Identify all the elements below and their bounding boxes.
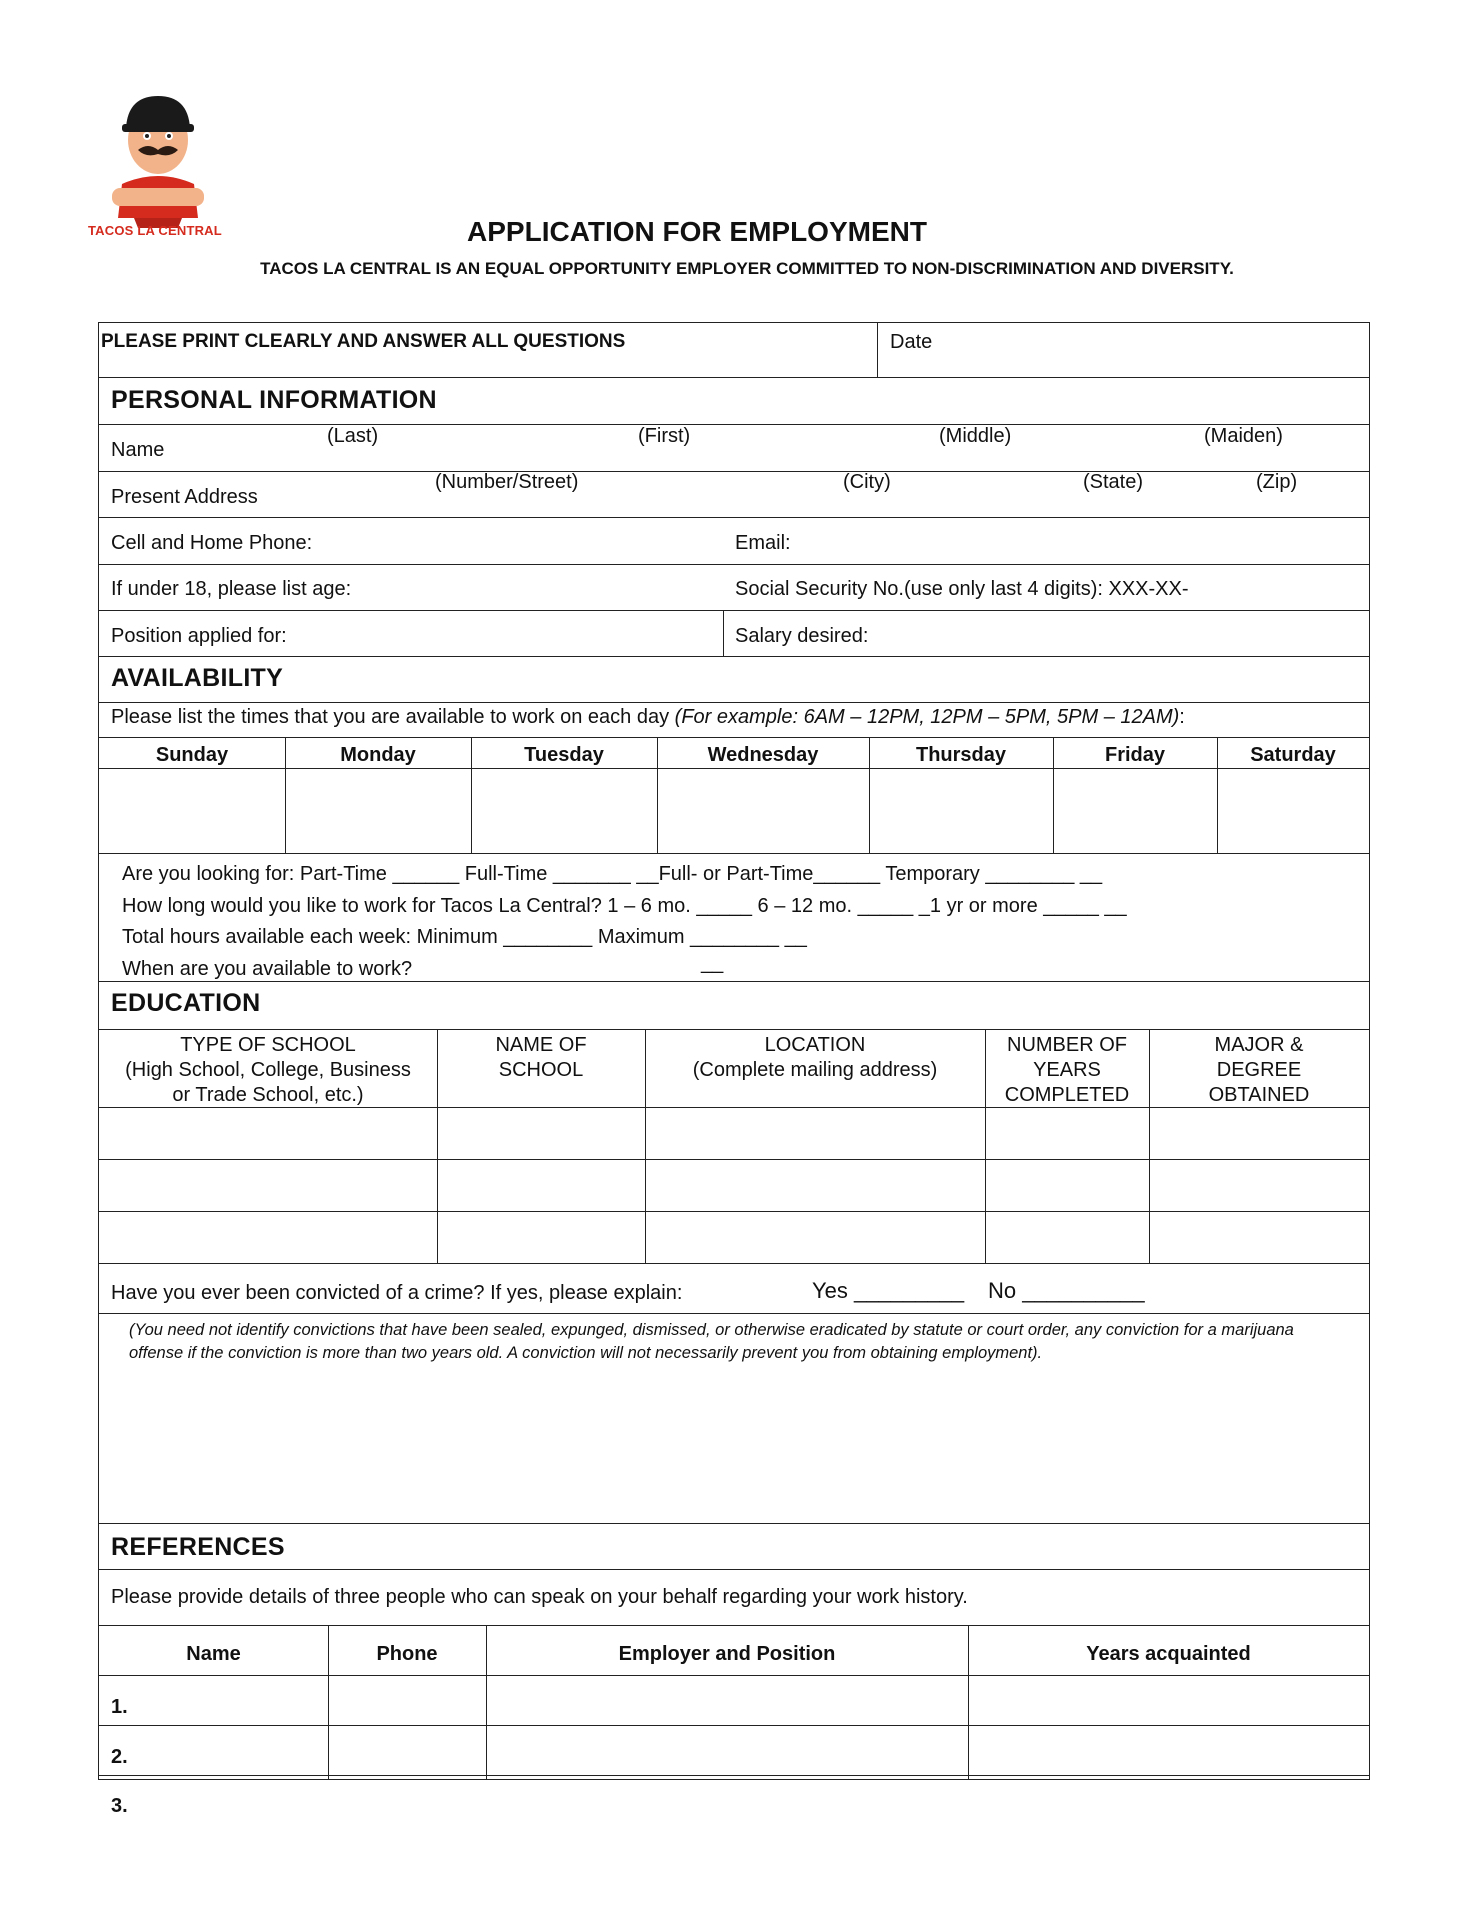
day-tuesday: Tuesday	[524, 744, 604, 766]
address-field[interactable]	[99, 472, 1369, 518]
reference-row[interactable]	[139, 1728, 1367, 1773]
day-saturday: Saturday	[1250, 744, 1336, 766]
salary-label: Salary desired:	[735, 625, 869, 647]
ref-row-number: 3.	[111, 1795, 128, 1817]
wednesday-times-cell[interactable]	[659, 771, 867, 851]
conviction-explanation-area[interactable]	[101, 1371, 1367, 1521]
ssn-field[interactable]	[1235, 568, 1365, 608]
email-label: Email:	[735, 532, 791, 554]
personal-information-heading: PERSONAL INFORMATION	[111, 386, 437, 414]
address-label: Present Address	[111, 486, 258, 508]
application-form	[98, 322, 1370, 1817]
ref-row-number: 2.	[111, 1746, 128, 1768]
day-wednesday: Wednesday	[707, 744, 819, 766]
equal-opportunity-statement: TACOS LA CENTRAL IS AN EQUAL OPPORTUNITY EMPLOYER COMMITTED TO NON-DISCRIMINATION AND DIVERSITY.	[260, 259, 1234, 278]
ref-col-name: Name	[186, 1643, 241, 1665]
col-type-of-school: TYPE OF SCHOOL (High School, College, Business or Trade School, etc.)	[125, 1034, 411, 1106]
address-city-hint: (City)	[843, 471, 891, 493]
ssn-label: Social Security No.(use only last 4 digits): XXX-XX-	[735, 578, 1189, 600]
availability-instruction: Please list the times that you are available to work on each day (For example: 6AM – 12PM, 12PM – 5PM, 5PM – 12AM):	[111, 706, 1185, 728]
conviction-disclaimer: (You need not identify convictions that have been sealed, expunged, dismissed, or otherwise eradicated by statute or court order, any conviction for a marijuana offense if the conviction is more than two years old. A conviction will not necessarily prevent you from obtaining employment).	[129, 1321, 1294, 1362]
name-field[interactable]	[99, 425, 1369, 471]
name-label: Name	[111, 439, 165, 461]
ref-row-number: 1.	[111, 1696, 128, 1718]
references-instruction: Please provide details of three people who can speak on your behalf regarding your work history.	[111, 1586, 968, 1608]
education-heading: EDUCATION	[111, 989, 261, 1017]
education-row[interactable]	[101, 1214, 1367, 1261]
when-available-blank[interactable]: __	[701, 952, 724, 974]
logo-text: TACOS LA CENTRAL	[88, 223, 222, 238]
name-middle-hint: (Middle)	[939, 425, 1012, 447]
conviction-yes[interactable]: Yes _________	[812, 1278, 965, 1303]
position-label: Position applied for:	[111, 625, 287, 647]
job-type-question[interactable]: Are you looking for: Part-Time ______ Full-Time _______ __Full- or Part-Time______ Temporary ________ __	[122, 863, 1103, 885]
thursday-times-cell[interactable]	[871, 771, 1051, 851]
col-name-of-school: NAME OF SCHOOL	[495, 1034, 587, 1081]
age-label: If under 18, please list age:	[111, 578, 352, 600]
total-hours-question[interactable]: Total hours available each week: Minimum ________ Maximum ________ __	[122, 926, 807, 948]
date-label: Date	[890, 331, 933, 353]
sunday-times-cell[interactable]	[101, 771, 283, 851]
name-maiden-hint: (Maiden)	[1204, 425, 1283, 447]
references-heading: REFERENCES	[111, 1533, 285, 1561]
name-last-hint: (Last)	[327, 425, 379, 447]
day-friday: Friday	[1104, 744, 1166, 766]
monday-times-cell[interactable]	[287, 771, 469, 851]
day-monday: Monday	[340, 744, 416, 766]
conviction-no[interactable]: No __________	[988, 1278, 1145, 1303]
salary-field[interactable]	[899, 614, 1359, 654]
education-row[interactable]	[101, 1110, 1367, 1157]
education-row[interactable]	[101, 1162, 1367, 1209]
phone-field[interactable]	[339, 521, 719, 561]
position-field[interactable]	[309, 614, 709, 654]
day-sunday: Sunday	[155, 744, 229, 766]
friday-times-cell[interactable]	[1055, 771, 1215, 851]
tuesday-times-cell[interactable]	[473, 771, 655, 851]
col-major-degree: MAJOR & DEGREE OBTAINED	[1208, 1034, 1310, 1106]
name-first-hint: (First)	[638, 425, 691, 447]
date-field[interactable]	[959, 327, 1359, 373]
address-zip-hint: (Zip)	[1256, 471, 1298, 493]
ref-col-years: Years acquainted	[1086, 1643, 1251, 1665]
address-street-hint: (Number/Street)	[435, 471, 579, 493]
col-years-completed: NUMBER OF YEARS COMPLETED	[1004, 1034, 1130, 1106]
day-thursday: Thursday	[915, 744, 1007, 766]
availability-heading: AVAILABILITY	[111, 664, 284, 692]
address-state-hint: (State)	[1083, 471, 1144, 493]
print-instruction: PLEASE PRINT CLEARLY AND ANSWER ALL QUESTIONS	[101, 331, 626, 352]
saturday-times-cell[interactable]	[1219, 771, 1367, 851]
age-field[interactable]	[379, 568, 719, 608]
conviction-question: Have you ever been convicted of a crime? If yes, please explain:	[111, 1282, 683, 1304]
when-available-question: When are you available to work?	[122, 958, 413, 980]
ref-col-employer: Employer and Position	[618, 1643, 836, 1665]
ref-col-phone: Phone	[376, 1643, 438, 1665]
email-field[interactable]	[805, 521, 1365, 561]
col-location: LOCATION (Complete mailing address)	[692, 1034, 938, 1081]
duration-question[interactable]: How long would you like to work for Tacos La Central? 1 – 6 mo. _____ 6 – 12 mo. _____ _1 yr or more _____ __	[122, 895, 1127, 917]
page-title: APPLICATION FOR EMPLOYMENT	[467, 216, 927, 247]
phone-label: Cell and Home Phone:	[111, 532, 313, 554]
reference-row[interactable]	[139, 1678, 1367, 1723]
